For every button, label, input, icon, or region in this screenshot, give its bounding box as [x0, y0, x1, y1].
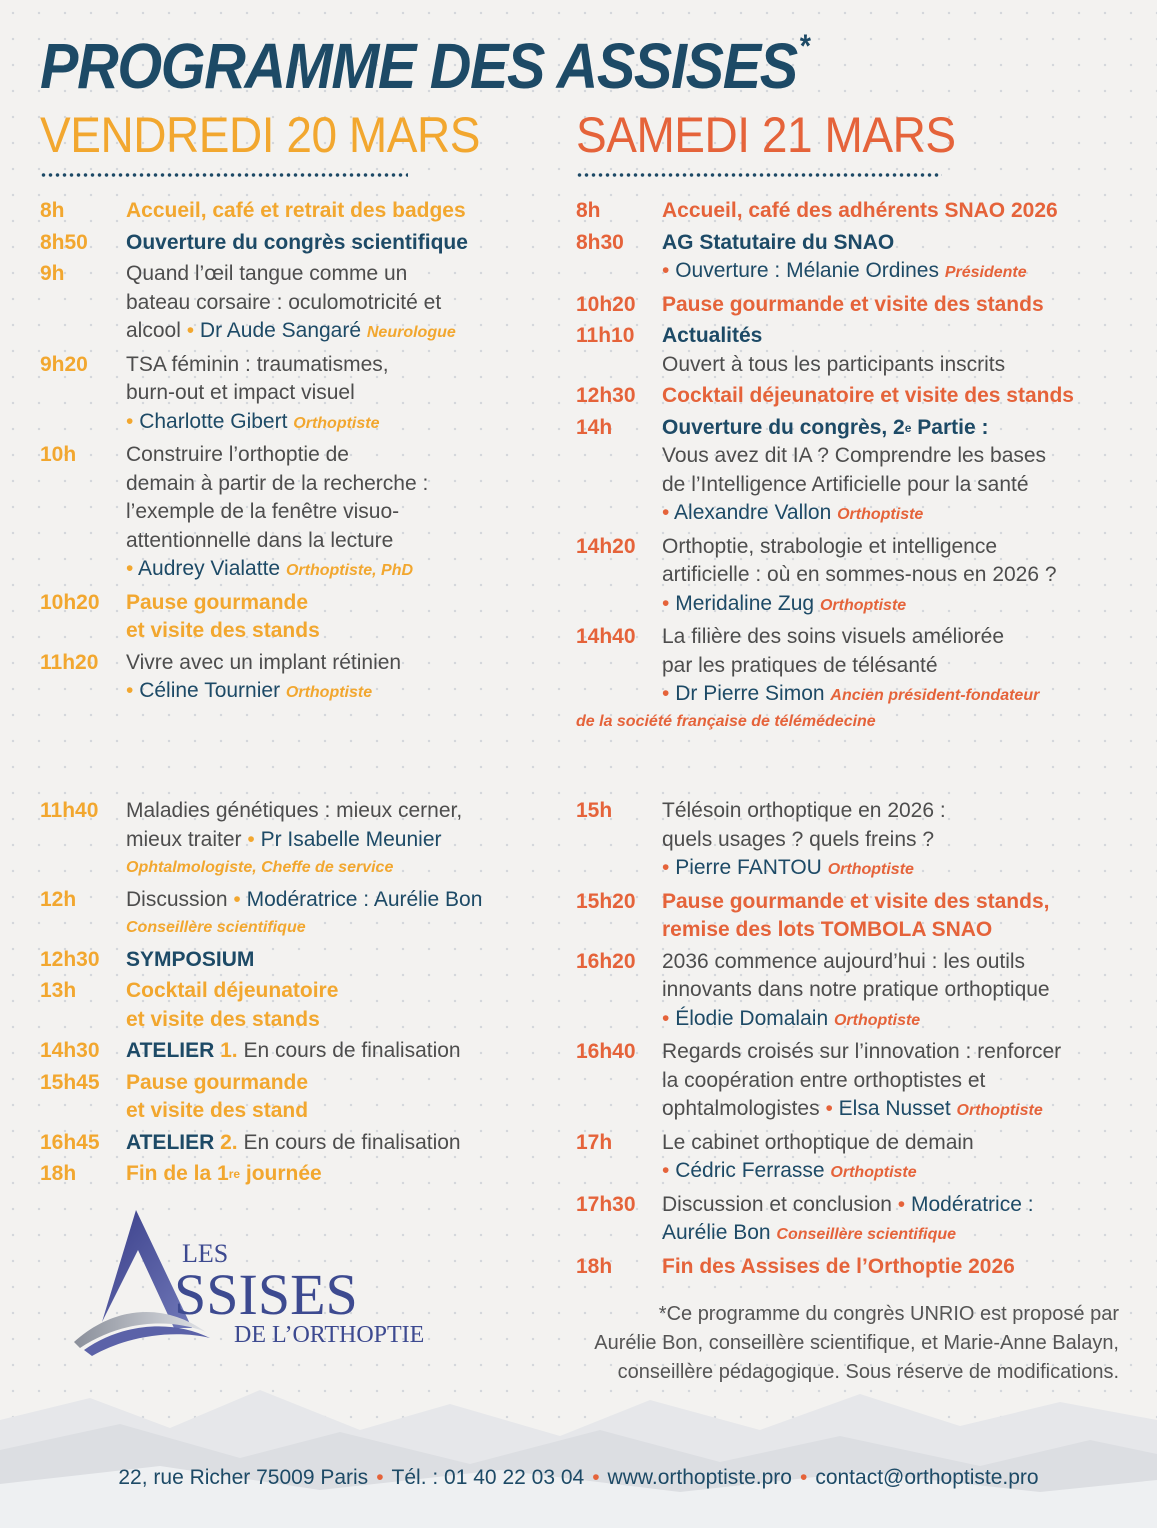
- speaker-name: • Pr Isabelle Meunier: [247, 827, 442, 851]
- saturday-title: SAMEDI 21 MARS: [576, 107, 956, 163]
- speaker-name: • Élodie Domalain: [662, 1006, 829, 1030]
- list-item: 11h40 Maladies génétiques : mieux cerner, mieux traiter • Pr Isabelle Meunier Ophtalmologiste, Cheffe de service: [40, 799, 463, 876]
- list-item: 8h50 Ouverture du congrès scientifique: [40, 230, 468, 254]
- list-item: 12h30 SYMPOSIUM: [40, 947, 255, 971]
- list-item: 15h20 Pause gourmande et visite des stands, remise des lots TOMBOLA SNAO: [576, 889, 1050, 941]
- friday-program-afternoon: [40, 797, 600, 1192]
- list-item: 15h Télésoin orthoptique en 2026 : quels usages ? quels freins ? • Pierre FANTOU Orthoptiste: [576, 799, 946, 879]
- list-item: 10h20 Pause gourmande et visite des stands: [40, 590, 320, 642]
- speaker-name: • Dr Pierre Simon: [662, 682, 825, 705]
- list-item: 16h40 Regards croisés sur l’innovation : renforcer la coopération entre orthoptistes et ophtalmologistes • Elsa Nusset Orthoptiste: [576, 1040, 1062, 1120]
- footer-phone: Tél. : 01 40 22 03 04: [391, 1466, 585, 1489]
- list-item: 15h45 Pause gourmande et visite des stand: [40, 1070, 309, 1122]
- list-item: 9h20 TSA féminin : traumatismes, burn-out et impact visuel • Charlotte Gibert Orthoptiste: [40, 352, 389, 433]
- list-item: 8h Accueil, café des adhérents SNAO 2026: [576, 199, 1058, 222]
- list-item: 10h20 Pause gourmande et visite des stands: [576, 292, 1044, 316]
- speaker-name: • Meridaline Zug: [662, 591, 815, 615]
- footer-email-link[interactable]: contact@orthoptiste.pro: [815, 1466, 1039, 1489]
- speaker-name: • Cédric Ferrasse: [662, 1159, 825, 1182]
- list-item: 11h20 Vivre avec un implant rétinien • Céline Tournier Orthoptiste: [40, 650, 402, 702]
- friday-program: [40, 197, 600, 711]
- list-item: 8h30 AG Statutaire du SNAO • Ouverture : Mélanie Ordines Présidente: [576, 230, 1027, 282]
- list-item: 12h30 Cocktail déjeunatoire et visite des stands: [576, 384, 1074, 407]
- friday-title: VENDREDI 20 MARS: [40, 107, 480, 163]
- saturday-program: [576, 197, 1136, 736]
- list-item: 16h45 ATELIER 2. En cours de finalisation: [40, 1130, 461, 1154]
- speaker-name: • Modératrice : Aurélie Bon: [233, 887, 483, 911]
- page-title: PROGRAMME DES ASSISES*: [40, 28, 809, 102]
- logo-sub: DE L’ORTHOPTIE: [234, 1322, 425, 1348]
- speaker-name: • Elsa Nusset: [825, 1097, 951, 1120]
- speaker-name: • Charlotte Gibert: [126, 409, 288, 433]
- list-item: 16h20 2036 commence aujourd’hui : les outils innovants dans notre pratique orthoptique • Élodie Domalain Orthoptiste: [576, 949, 1050, 1030]
- speaker-name: • Alexandre Vallon: [662, 501, 832, 524]
- assises-logo: [74, 1210, 484, 1358]
- logo-les: LES: [182, 1239, 229, 1268]
- mountain-background: [0, 1380, 1157, 1528]
- saturday-divider: [576, 173, 942, 177]
- list-item: 8h Accueil, café et retrait des badges: [40, 199, 466, 222]
- list-item: 10h Construire l’orthoptie de demain à partir de la recherche : l’exemple de la fenêtre visuo- attentionnelle dans la lecture • Audrey Vialatte Orthoptiste, PhD: [40, 443, 429, 580]
- contact-footer: 22, rue Richer 75009 Paris • Tél. : 01 40 22 03 04 • www.orthoptiste.pro • contact@orthoptiste.pro: [118, 1466, 1039, 1489]
- list-item: 11h10 Actualités Ouvert à tous les participants inscrits: [576, 324, 1006, 376]
- footer-website-link[interactable]: www.orthoptiste.pro: [607, 1466, 792, 1489]
- speaker-name: • Ouverture : Mélanie Ordines: [662, 259, 939, 282]
- speaker-name: • Audrey Vialatte: [126, 557, 281, 580]
- list-item: 14h40 La filière des soins visuels améliorée par les pratiques de télésanté • Dr Pierre Simon Ancien président-fondateur de la société française de télémédecine: [576, 625, 1040, 730]
- list-item: 18h Fin de la 1re journée: [40, 1162, 322, 1185]
- list-item: 18h Fin des Assises de l’Orthoptie 2026: [576, 1254, 1015, 1278]
- list-item: 14h20 Orthoptie, strabologie et intelligence artificielle : où en sommes-nous en 2026 ? • Meridaline Zug Orthoptiste: [576, 534, 1057, 615]
- list-item: 9h Quand l’œil tangue comme un bateau corsaire : oculomotricité et alcool • Dr Aude Sangaré Neurologue: [40, 262, 456, 342]
- speaker-name: • Pierre FANTOU: [662, 856, 822, 879]
- list-item: 14h30 ATELIER 1. En cours de finalisation: [40, 1039, 461, 1062]
- logo-assises: SSISES: [174, 1262, 358, 1327]
- list-item: 14h Ouverture du congrès, 2e Partie : Vous avez dit IA ? Comprendre les bases de l’Intelligence Artificielle pour la santé • Alexandre Vallon Orthoptiste: [576, 415, 1047, 524]
- saturday-program-afternoon: [576, 797, 1136, 1284]
- list-item: 13h Cocktail déjeunatoire et visite des stands: [40, 979, 339, 1031]
- list-item: 12h Discussion • Modératrice : Aurélie Bon Conseillère scientifique: [40, 887, 483, 936]
- speaker-name: • Modératrice :: [897, 1192, 1034, 1216]
- speaker-name: • Dr Aude Sangaré: [186, 319, 362, 342]
- footnote: *Ce programme du congrès UNRIO est proposé par Aurélie Bon, conseillère scientifique, et Marie-Anne Balayn, conseillère pédagogique. Sous réserve de modifications.: [594, 1303, 1119, 1383]
- list-item: 17h30 Discussion et conclusion • Modératrice : Aurélie Bon Conseillère scientifique: [576, 1192, 1034, 1244]
- list-item: 17h Le cabinet orthoptique de demain • Cédric Ferrasse Orthoptiste: [576, 1130, 974, 1182]
- friday-divider: [40, 173, 408, 177]
- speaker-name: • Céline Tournier: [126, 679, 281, 702]
- footer-address: 22, rue Richer 75009 Paris: [118, 1466, 369, 1489]
